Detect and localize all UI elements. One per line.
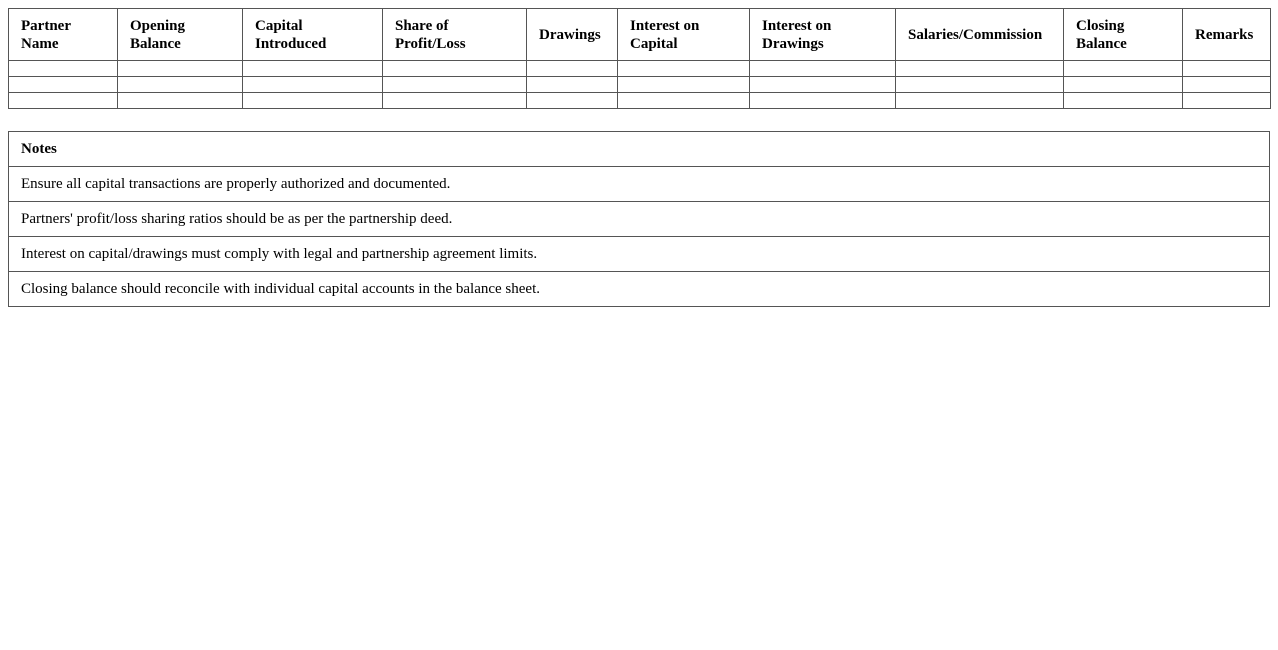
table-cell[interactable] [618,93,750,109]
table-cell[interactable] [118,61,243,77]
list-item [9,202,1270,237]
list-item [9,237,1270,272]
table-cell[interactable] [750,77,896,93]
table-row [9,61,1271,77]
col-closing-balance: Closing Balance [1064,9,1183,61]
table-cell[interactable] [527,93,618,109]
table-cell[interactable] [243,93,383,109]
table-cell[interactable] [896,77,1064,93]
notes-table [8,131,1270,307]
table-cell[interactable] [1183,61,1271,77]
col-salaries-commission: Salaries/Commission [896,9,1064,61]
table-cell[interactable] [618,77,750,93]
table-cell[interactable] [1183,77,1271,93]
col-interest-on-capital: Interest on Capital [618,9,750,61]
partner-capital-table [8,8,1271,109]
col-share-of-profit-loss: Share of Profit/Loss [383,9,527,61]
table-cell[interactable] [1064,61,1183,77]
table-cell[interactable] [750,93,896,109]
table-cell[interactable] [383,93,527,109]
table-row [9,77,1271,93]
notes-heading-row [9,132,1270,167]
note-text: Interest on capital/drawings must comply with legal and partnership agreement limits. [9,237,1270,272]
table-cell[interactable] [527,77,618,93]
table-row [9,93,1271,109]
table-cell[interactable] [243,77,383,93]
table-cell[interactable] [1064,77,1183,93]
header-row [9,9,1271,61]
note-text: Partners' profit/loss sharing ratios should be as per the partnership deed. [9,202,1270,237]
table-cell[interactable] [118,77,243,93]
table-cell[interactable] [118,93,243,109]
table-cell[interactable] [896,61,1064,77]
col-opening-balance: Opening Balance [118,9,243,61]
table-cell[interactable] [383,61,527,77]
table-cell[interactable] [750,61,896,77]
notes-heading: Notes [9,132,1270,167]
col-drawings: Drawings [527,9,618,61]
note-text: Closing balance should reconcile with individual capital accounts in the balance sheet. [9,272,1270,307]
table-cell[interactable] [1183,93,1271,109]
note-text: Ensure all capital transactions are properly authorized and documented. [9,167,1270,202]
list-item [9,167,1270,202]
table-cell[interactable] [383,77,527,93]
table-cell[interactable] [9,93,118,109]
table-cell[interactable] [618,61,750,77]
col-capital-introduced: Capital Introduced [243,9,383,61]
table-cell[interactable] [1064,93,1183,109]
col-partner-name: Partner Name [9,9,118,61]
table-cell[interactable] [527,61,618,77]
list-item [9,272,1270,307]
col-remarks: Remarks [1183,9,1271,61]
table-cell[interactable] [896,93,1064,109]
col-interest-on-drawings: Interest on Drawings [750,9,896,61]
table-cell[interactable] [9,77,118,93]
table-cell[interactable] [9,61,118,77]
table-cell[interactable] [243,61,383,77]
